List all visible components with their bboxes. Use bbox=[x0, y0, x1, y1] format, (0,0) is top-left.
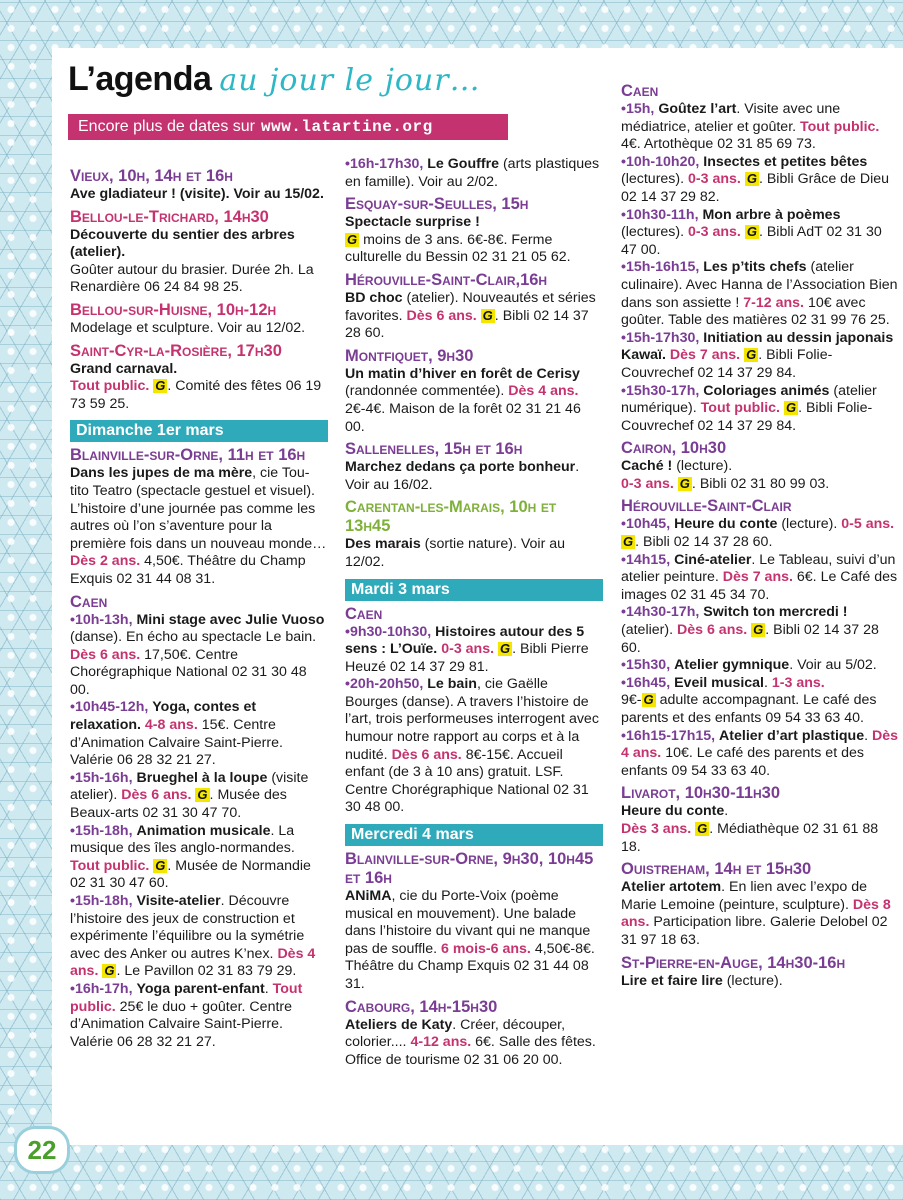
gratuit-icon: G bbox=[197, 787, 208, 803]
event-sallenelles: Marchez dedans ça porte bonheur. Voir au 16/02. bbox=[345, 459, 580, 493]
city-blainville-wed: Blainville-sur-Orne, 9h30, 10h45 et 16h bbox=[345, 850, 594, 888]
page-title bbox=[68, 60, 481, 99]
column-2 bbox=[345, 156, 603, 1069]
city-carentan: Carentan-les-Marais, 10h et 13h45 bbox=[345, 498, 557, 536]
event-insectes: •10h-10h20, Insectes et petites bêtes (lectures). 0-3 ans. G . Bibli Grâce de Dieu 02 14 37 29 82. bbox=[621, 153, 890, 205]
city-vieux: Vieux, 10h, 14h et 16h bbox=[70, 167, 233, 185]
event-esquay: Spectacle surprise ! G moins de 3 ans. 6€-8€. Ferme culturelle du Bessin 02 31 21 05 62. bbox=[345, 214, 571, 266]
city-livarot: Livarot, 10h30-11h30 bbox=[621, 784, 781, 803]
city-st-pierre: St-Pierre-en-Auge, 14h30-16h bbox=[621, 953, 846, 972]
event-caen-4: •15h-18h, Animation musicale. La musique des îles anglo-normandes. Tout public. G . Musée de Normandie 02 31 30 47 60. bbox=[70, 822, 311, 892]
gratuit-icon: G bbox=[785, 400, 797, 416]
day-header-tuesday: Mardi 3 mars bbox=[345, 579, 603, 601]
city-esquay: Esquay-sur-Seulles, 15h bbox=[345, 195, 529, 214]
event-bellou-trichard: Découverte du sentier des arbres (atelier). Goûter autour du brasier. Durée 2h. La Renardière 06 24 84 98 25. bbox=[70, 226, 314, 296]
event-caen-5: •15h-18h, Visite-atelier. Découvre l’histoire des jeux de construction et expérimente l’équilibre ou la symétrie avec des Anker ou autres K’nex. Dès 4 ans. G . Le Pavillon 02 31 83 79 29. bbox=[70, 893, 316, 980]
event-montfiquet: Un matin d’hiver en forêt de Cerisy (randonnée commentée). Dès 4 ans. 2€-4€. Maison de la forêt 02 31 21 46 00. bbox=[345, 365, 581, 435]
event-gymnique: •15h30, Atelier gymnique. Voir au 5/02. bbox=[621, 657, 877, 674]
event-cache: Caché ! (lecture). 0-3 ans. G . Bibli 02 31 80 99 03. bbox=[621, 458, 830, 492]
event-arbre-poemes: •10h30-11h, Mon arbre à poèmes (lectures). 0-3 ans. G . Bibli AdT 02 31 30 47 00. bbox=[621, 206, 882, 258]
gratuit-icon: G bbox=[697, 820, 708, 836]
promo-url-link[interactable]: www.latartine.org bbox=[261, 118, 433, 136]
gratuit-icon: G bbox=[746, 171, 757, 187]
event-art-plastique: •16h15-17h15, Atelier d’art plastique. Dès 4 ans. 10€. Le café des parents et des enfants 09 54 33 63 40. bbox=[621, 727, 899, 779]
gratuit-icon: G bbox=[104, 963, 115, 979]
event-eveil-musical: •16h45, Eveil musical. 1-3 ans. 9€- G adulte accompagnant. Le café des parents et des enfants 09 54 33 63 40. bbox=[621, 674, 877, 726]
event-gouffre: •16h-17h30, Le Gouffre (arts plastiques en famille). Voir au 2/02. bbox=[345, 156, 600, 190]
event-bd-choc: BD choc (atelier). Nouveautés et séries favorites. Dès 6 ans. G . Bibli 02 14 37 28 60. bbox=[345, 289, 596, 342]
event-artotem: Atelier artotem. En lien avec l’expo de Marie Lemoine (peinture, sculpture). Dès 8 ans. Participation libre. Galerie Delobel 02 31 97 18 63. bbox=[621, 879, 891, 948]
event-histoires-sens: •9h30-10h30, Histoires autour des 5 sens : L’Ouïe. 0-3 ans. G . Bibli Pierre Heuzé 02 14 37 29 81. bbox=[345, 623, 589, 675]
day-header-wednesday: Mercredi 4 mars bbox=[345, 824, 603, 846]
city-cabourg: Cabourg, 14h-15h30 bbox=[345, 997, 498, 1016]
gratuit-icon: G bbox=[643, 692, 654, 708]
gratuit-icon: G bbox=[746, 347, 757, 363]
event-bellou-huisne: Modelage et sculpture. Voir au 12/02. bbox=[70, 319, 306, 336]
title-script: au jour le jour… bbox=[219, 63, 481, 98]
city-bellou-huisne: Bellou-sur-Huisne, 10h-12h bbox=[70, 300, 277, 319]
promo-text: Encore plus de dates sur bbox=[78, 118, 255, 135]
event-anima: ANiMA, cie du Porte-Voix (poème musical en mouvement). Une balade dans l’histoire du vivant qui ne manque pas de souffle. 6 mois-6 ans. 4,50€-8€. Théâtre du Champ Exquis 02 31 44 08 31. bbox=[345, 888, 595, 992]
city-saint-cyr: Saint-Cyr-la-Rosière, 17h30 bbox=[70, 341, 282, 360]
gratuit-icon: G bbox=[623, 534, 634, 550]
event-livarot: Heure du conte. Dès 3 ans. G . Médiathèque 02 31 61 88 18. bbox=[621, 803, 879, 855]
gratuit-icon: G bbox=[482, 307, 493, 323]
event-le-bain: •20h-20h50, Le bain, cie Gaëlle Bourges (danse). A travers l’histoire de l’art, trois performeuses interrogent avec humour notre rapport au corps et à la nudité. Dès 6 ans. 8€-15€. Accueil enfant (de 3 à 10 ans) gratuit. LSF. Centre Chorégraphique National 02 31 30 48 00. bbox=[345, 676, 599, 816]
city-bellou-trichard: Bellou-le-Trichard, 14h30 bbox=[70, 207, 269, 226]
city-caen-sunday: Caen bbox=[70, 592, 108, 611]
city-herouville-16h: Hérouville-Saint-Clair,16h bbox=[345, 270, 548, 289]
city-blainville: Blainville-sur-Orne, 11h et 16h bbox=[70, 446, 306, 465]
event-carentan: Des marais (sortie nature). Voir au 12/02. bbox=[345, 536, 566, 570]
event-kawai: •15h-17h30, Initiation au dessin japonais Kawaï. Dès 7 ans. G . Bibli Folie-Couvrechef 02 14 37 29 84. bbox=[621, 329, 894, 381]
event-vieux: Ave gladiateur ! (visite). Voir au 15/02. bbox=[70, 186, 324, 202]
event-caen-2: •10h45-12h, Yoga, contes et relaxation. 4-8 ans. 15€. Centre d’Animation Calvaire Saint-Pierre. Valérie 06 28 32 21 27. bbox=[70, 699, 283, 769]
event-blainville: Dans les jupes de ma mère, cie Tou-tito Teatro (spectacle gestuel et visuel). L’histoire d’une journée pas comme les autres où l’on s’aventure pour la première fois dans un nouveau monde… Dès 2 ans. 4,50€. Théâtre du Champ Exquis 02 31 44 08 31. bbox=[70, 465, 327, 587]
event-saint-cyr: Grand carnaval. Tout public. G . Comité des fêtes 06 19 73 59 25. bbox=[70, 360, 322, 412]
day-header-sunday: Dimanche 1er mars bbox=[70, 420, 328, 442]
city-montfiquet: Montfiquet, 9h30 bbox=[345, 346, 474, 365]
event-coloriages: •15h30-17h, Coloriages animés (atelier numérique). Tout public. G . Bibli Folie-Couvrechef 02 14 37 29 84. bbox=[621, 382, 877, 434]
agenda-sheet bbox=[52, 48, 903, 1145]
event-caen-6: •16h-17h, Yoga parent-enfant. Tout public. 25€ le duo + goûter. Centre d’Animation Calvaire Saint-Pierre. Valérie 06 28 32 21 27. bbox=[70, 980, 303, 1050]
event-switch: •14h30-17h, Switch ton mercredi ! (atelier). Dès 6 ans. G . Bibli 02 14 37 28 60. bbox=[621, 604, 879, 656]
city-caen-wed: Caen bbox=[621, 82, 659, 100]
page-number: 22 bbox=[14, 1126, 70, 1174]
title-bold: L’agenda bbox=[68, 60, 212, 98]
city-herouville-wed: Hérouville-Saint-Clair bbox=[621, 497, 792, 516]
event-heure-conte: •10h45, Heure du conte (lecture). 0-5 ans. G . Bibli 02 14 37 28 60. bbox=[621, 516, 895, 551]
event-goutez-art: •15h, Goûtez l’art. Visite avec une médiatrice, atelier et goûter. Tout public. 4€. Artothèque 02 31 85 69 73. bbox=[621, 101, 880, 153]
gratuit-icon: G bbox=[155, 857, 166, 873]
event-caen-1: •10h-13h, Mini stage avec Julie Vuoso (danse). En écho au spectacle Le bain. Dès 6 ans. 17,50€. Centre Chorégraphique National 02 31 30 48 00. bbox=[70, 611, 325, 698]
promo-banner bbox=[68, 114, 508, 140]
event-lire: Lire et faire lire (lecture). bbox=[621, 972, 783, 989]
gratuit-icon: G bbox=[500, 641, 511, 657]
column-3 bbox=[621, 78, 899, 990]
gratuit-icon: G bbox=[753, 622, 764, 638]
gratuit-icon: G bbox=[347, 231, 358, 247]
city-ouistreham: Ouistreham, 14h et 15h30 bbox=[621, 860, 812, 879]
event-cine-atelier: •14h15, Ciné-atelier. Le Tableau, suivi d’un atelier peinture. Dès 7 ans. 6€. Le Café des images 02 31 45 34 70. bbox=[621, 551, 898, 603]
city-sallenelles: Sallenelles, 15h et 16h bbox=[345, 440, 523, 459]
gratuit-icon: G bbox=[746, 224, 757, 240]
event-caen-3: •15h-16h, Brueghel à la loupe (visite atelier). Dès 6 ans. G . Musée des Beaux-arts 02 31 30 47 70. bbox=[70, 769, 309, 822]
gratuit-icon: G bbox=[679, 475, 690, 491]
city-caen-tuesday: Caen bbox=[345, 604, 383, 623]
city-cairon: Cairon, 10h30 bbox=[621, 439, 727, 458]
gratuit-icon: G bbox=[155, 378, 166, 394]
event-katy: Ateliers de Katy. Créer, découper, colorier.... 4-12 ans. 6€. Salle des fêtes. Office de tourisme 02 31 06 20 00. bbox=[345, 1016, 596, 1068]
event-ptits-chefs: •15h-16h15, Les p’tits chefs (atelier culinaire). Avec Hanna de l’Association Bien dans son assiette ! 7-12 ans. 10€ avec goûter. Table des matières 02 31 99 76 25. bbox=[621, 259, 898, 329]
